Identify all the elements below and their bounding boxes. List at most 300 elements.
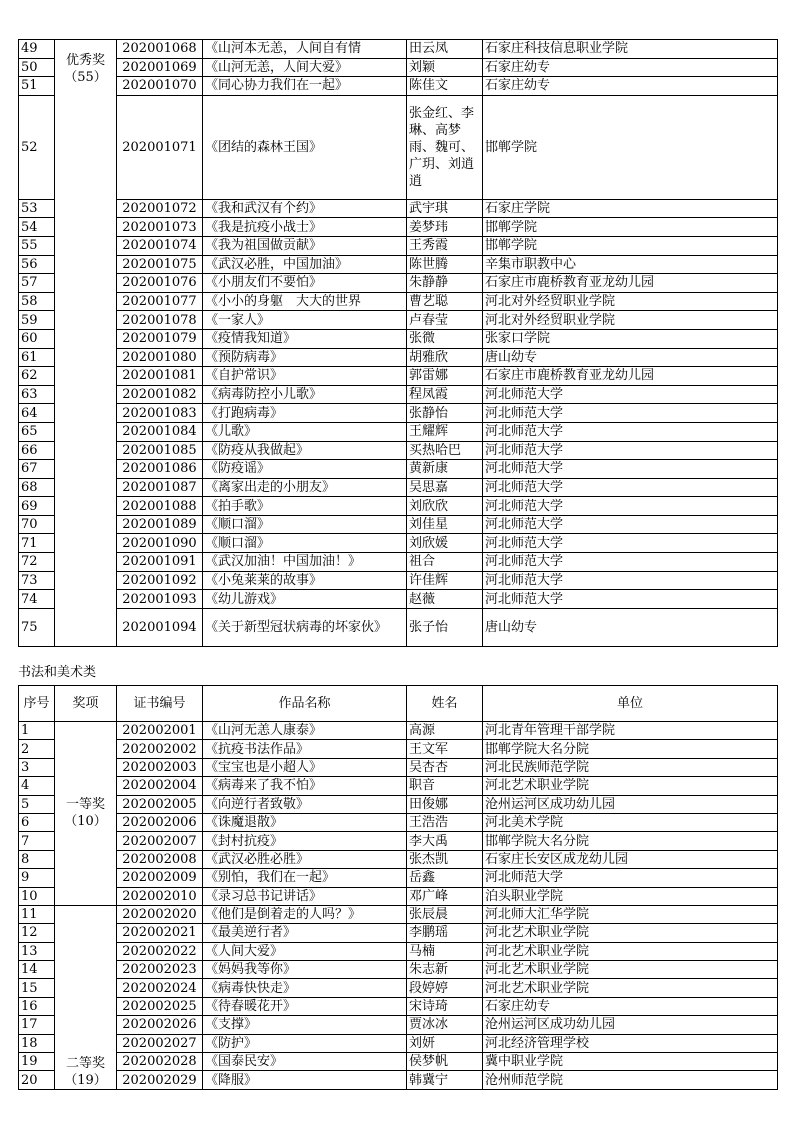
work-title: 《武汉必胜，中国加油》 — [203, 255, 407, 274]
person-name: 马楠 — [407, 942, 483, 960]
work-title: 《防疫谣》 — [203, 460, 407, 479]
certificate-id: 202001088 — [117, 497, 203, 516]
person-name: 郭雷娜 — [407, 367, 483, 386]
row-number: 17 — [19, 1016, 55, 1034]
unit-name: 河北师范大学 — [483, 478, 778, 497]
table-row — [19, 608, 778, 646]
row-number: 59 — [19, 311, 55, 330]
certificate-id: 202002006 — [117, 813, 203, 831]
person-name: 朱静静 — [407, 274, 483, 293]
unit-name: 河北艺术职业学院 — [483, 942, 778, 960]
row-number: 60 — [19, 329, 55, 348]
row-number: 12 — [19, 924, 55, 942]
certificate-id: 202002025 — [117, 997, 203, 1015]
person-name: 李大禹 — [407, 832, 483, 850]
unit-name: 唐山幼专 — [483, 608, 778, 646]
unit-name: 河北师范大学 — [483, 441, 778, 460]
person-name: 程凤霞 — [407, 385, 483, 404]
unit-name: 邯郸学院 — [483, 95, 778, 199]
table-row — [19, 1016, 778, 1034]
person-name: 段婷婷 — [407, 979, 483, 997]
unit-name: 泊头职业学院 — [483, 887, 778, 905]
row-number: 69 — [19, 497, 55, 516]
person-name: 张微 — [407, 329, 483, 348]
table-row — [19, 887, 778, 905]
certificate-id: 202002007 — [117, 832, 203, 850]
unit-name: 河北艺术职业学院 — [483, 924, 778, 942]
person-name: 王浩浩 — [407, 813, 483, 831]
row-number: 55 — [19, 236, 55, 255]
table-row — [19, 40, 778, 59]
certificate-id: 202002003 — [117, 758, 203, 776]
row-number: 68 — [19, 478, 55, 497]
table-row — [19, 590, 778, 609]
header-id: 证书编号 — [117, 686, 203, 722]
work-title: 《关于新型冠状病毒的坏家伙》 — [203, 608, 407, 646]
row-number: 74 — [19, 590, 55, 609]
unit-name: 河北美术学院 — [483, 813, 778, 831]
unit-name: 河北师范大学 — [483, 553, 778, 572]
work-title: 《武汉加油！中国加油！》 — [203, 553, 407, 572]
table-row — [19, 850, 778, 868]
certificate-id: 202002022 — [117, 942, 203, 960]
award-count: （55） — [64, 70, 107, 85]
work-title: 《儿歌》 — [203, 422, 407, 441]
certificate-id: 202001068 — [117, 40, 203, 59]
certificate-id: 202002008 — [117, 850, 203, 868]
work-title: 《小小的身躯 大大的世界 — [203, 292, 407, 311]
certificate-id: 202001084 — [117, 422, 203, 441]
certificate-id: 202001091 — [117, 553, 203, 572]
certificate-id: 202001087 — [117, 478, 203, 497]
person-name: 卢春莹 — [407, 311, 483, 330]
work-title: 《他们是倒着走的人吗？》 — [203, 905, 407, 923]
certificate-id: 202001074 — [117, 236, 203, 255]
person-name: 岳鑫 — [407, 869, 483, 887]
unit-name: 河北师范大学 — [483, 497, 778, 516]
work-title: 《支撑》 — [203, 1016, 407, 1034]
work-title: 《一家人》 — [203, 311, 407, 330]
person-name: 吴杏杏 — [407, 758, 483, 776]
calligraphy-art-table — [18, 685, 778, 1090]
unit-name: 河北师范大学 — [483, 534, 778, 553]
unit-name: 河北师范大学 — [483, 404, 778, 423]
calligraphy-art-table-body — [19, 722, 778, 1090]
row-number: 49 — [19, 40, 55, 59]
table-row — [19, 497, 778, 516]
unit-name: 河北师范大学 — [483, 515, 778, 534]
certificate-id: 202002002 — [117, 740, 203, 758]
work-title: 《同心协力我们在一起》 — [203, 77, 407, 96]
person-name: 高源 — [407, 722, 483, 740]
unit-name: 邯郸学院大名分院 — [483, 832, 778, 850]
table-row — [19, 199, 778, 218]
person-name: 田云凤 — [407, 40, 483, 59]
row-number: 66 — [19, 441, 55, 460]
award-group-cell — [55, 40, 117, 647]
table-row — [19, 979, 778, 997]
certificate-id: 202001092 — [117, 571, 203, 590]
person-name: 邓广峰 — [407, 887, 483, 905]
row-number: 15 — [19, 979, 55, 997]
person-name: 刘欣媛 — [407, 534, 483, 553]
person-name: 胡雅欣 — [407, 348, 483, 367]
person-name: 刘颖 — [407, 58, 483, 77]
row-number: 14 — [19, 961, 55, 979]
person-name: 王秀霞 — [407, 236, 483, 255]
table-row — [19, 553, 778, 572]
person-name: 朱志新 — [407, 961, 483, 979]
row-number: 11 — [19, 905, 55, 923]
table-row — [19, 329, 778, 348]
table-row — [19, 404, 778, 423]
work-title: 《山河无恙人康泰》 — [203, 722, 407, 740]
person-name: 张辰晨 — [407, 905, 483, 923]
table-row — [19, 571, 778, 590]
work-title: 《诛魔退散》 — [203, 813, 407, 831]
table-row — [19, 534, 778, 553]
table-header-row — [19, 686, 778, 722]
work-title: 《山河本无恙，人间自有情 — [203, 40, 407, 59]
certificate-id: 202002010 — [117, 887, 203, 905]
row-number: 3 — [19, 758, 55, 776]
award-count: （10） — [64, 814, 107, 830]
table-row — [19, 311, 778, 330]
work-title: 《封村抗疫》 — [203, 832, 407, 850]
table-row — [19, 869, 778, 887]
unit-name: 河北艺术职业学院 — [483, 961, 778, 979]
work-title: 《我是抗疫小战士》 — [203, 218, 407, 237]
unit-name: 石家庄市鹿桥教育亚龙幼儿园 — [483, 274, 778, 293]
work-title: 《病毒快快走》 — [203, 979, 407, 997]
person-name: 武宇琪 — [407, 199, 483, 218]
certificate-id: 202001076 — [117, 274, 203, 293]
person-name: 张杰凯 — [407, 850, 483, 868]
unit-name: 河北师范大学 — [483, 571, 778, 590]
person-name: 贾冰冰 — [407, 1016, 483, 1034]
person-name: 张静怡 — [407, 404, 483, 423]
work-title: 《武汉必胜必胜》 — [203, 850, 407, 868]
row-number: 73 — [19, 571, 55, 590]
person-name: 陈世腾 — [407, 255, 483, 274]
row-number: 18 — [19, 1034, 55, 1052]
unit-name: 张家口学院 — [483, 329, 778, 348]
row-number: 71 — [19, 534, 55, 553]
table-row — [19, 460, 778, 479]
work-title: 《山河无恙，人间大爱》 — [203, 58, 407, 77]
row-number: 70 — [19, 515, 55, 534]
certificate-id: 202001081 — [117, 367, 203, 386]
certificate-id: 202002020 — [117, 905, 203, 923]
row-number: 53 — [19, 199, 55, 218]
certificate-id: 202001073 — [117, 218, 203, 237]
work-title: 《向逆行者致敬》 — [203, 795, 407, 813]
table-row — [19, 385, 778, 404]
certificate-id: 202001078 — [117, 311, 203, 330]
work-title: 《录习总书记讲话》 — [203, 887, 407, 905]
certificate-id: 202001090 — [117, 534, 203, 553]
certificate-id: 202002009 — [117, 869, 203, 887]
table-row — [19, 905, 778, 923]
work-title: 《小朋友们不要怕》 — [203, 274, 407, 293]
person-name: 张金红、李琳、高梦雨、魏可、广玥、刘逍逍 — [407, 95, 483, 199]
person-name: 职音 — [407, 777, 483, 795]
certificate-id: 202002029 — [117, 1071, 203, 1089]
unit-name: 冀中职业学院 — [483, 1053, 778, 1071]
certificate-id: 202001094 — [117, 608, 203, 646]
person-name: 宋诗琦 — [407, 997, 483, 1015]
row-number: 61 — [19, 348, 55, 367]
unit-name: 河北艺术职业学院 — [483, 979, 778, 997]
certificate-id: 202001071 — [117, 95, 203, 199]
person-name: 刘佳星 — [407, 515, 483, 534]
row-number: 1 — [19, 722, 55, 740]
work-title: 《宝宝也是小超人》 — [203, 758, 407, 776]
unit-name: 河北师范大学 — [483, 590, 778, 609]
unit-name: 河北经济管理学校 — [483, 1034, 778, 1052]
work-title: 《病毒防控小儿歌》 — [203, 385, 407, 404]
certificate-id: 202001069 — [117, 58, 203, 77]
header-award: 奖项 — [55, 686, 117, 722]
unit-name: 石家庄市鹿桥教育亚龙幼儿园 — [483, 367, 778, 386]
certificate-id: 202002027 — [117, 1034, 203, 1052]
person-name: 王文军 — [407, 740, 483, 758]
work-title: 《顺口溜》 — [203, 515, 407, 534]
table-row — [19, 997, 778, 1015]
person-name: 李鹏瑶 — [407, 924, 483, 942]
unit-name: 唐山幼专 — [483, 348, 778, 367]
table-row — [19, 478, 778, 497]
table-row — [19, 58, 778, 77]
work-title: 《防护》 — [203, 1034, 407, 1052]
row-number: 9 — [19, 869, 55, 887]
award-count: （19） — [64, 1072, 107, 1088]
certificate-id: 202002004 — [117, 777, 203, 795]
work-title: 《抗疫书法作品》 — [203, 740, 407, 758]
row-number: 54 — [19, 218, 55, 237]
work-title: 《别怕，我们在一起》 — [203, 869, 407, 887]
row-number: 13 — [19, 942, 55, 960]
certificate-id: 202001086 — [117, 460, 203, 479]
work-title: 《小兔莱莱的故事》 — [203, 571, 407, 590]
unit-name: 石家庄幼专 — [483, 77, 778, 96]
person-name: 韩冀宁 — [407, 1071, 483, 1089]
unit-name: 石家庄幼专 — [483, 997, 778, 1015]
person-name: 刘妍 — [407, 1034, 483, 1052]
work-title: 《降服》 — [203, 1071, 407, 1089]
table-row — [19, 274, 778, 293]
header-title: 作品名称 — [203, 686, 407, 722]
awards-table-part1-body — [19, 40, 778, 647]
work-title: 《疫情我知道》 — [203, 329, 407, 348]
certificate-id: 202001083 — [117, 404, 203, 423]
certificate-id: 202002021 — [117, 924, 203, 942]
row-number: 7 — [19, 832, 55, 850]
unit-name: 河北师范大学 — [483, 422, 778, 441]
person-name: 赵薇 — [407, 590, 483, 609]
unit-name: 辛集市职教中心 — [483, 255, 778, 274]
row-number: 62 — [19, 367, 55, 386]
person-name: 张子怡 — [407, 608, 483, 646]
table-row — [19, 722, 778, 740]
header-no: 序号 — [19, 686, 55, 722]
work-title: 《我为祖国做贡献》 — [203, 236, 407, 255]
person-name: 侯梦帆 — [407, 1053, 483, 1071]
work-title: 《预防病毒》 — [203, 348, 407, 367]
table-row — [19, 777, 778, 795]
certificate-id: 202002023 — [117, 961, 203, 979]
certificate-id: 202002024 — [117, 979, 203, 997]
table-row — [19, 813, 778, 831]
table-row — [19, 961, 778, 979]
row-number: 63 — [19, 385, 55, 404]
row-number: 10 — [19, 887, 55, 905]
row-number: 50 — [19, 58, 55, 77]
unit-name: 邯郸学院 — [483, 218, 778, 237]
work-title: 《最美逆行者》 — [203, 924, 407, 942]
row-number: 57 — [19, 274, 55, 293]
unit-name: 沧州运河区成功幼儿园 — [483, 1016, 778, 1034]
unit-name: 石家庄幼专 — [483, 58, 778, 77]
row-number: 56 — [19, 255, 55, 274]
award-group-cell — [55, 905, 117, 1089]
person-name: 买热哈巴 — [407, 441, 483, 460]
certificate-id: 202001079 — [117, 329, 203, 348]
row-number: 5 — [19, 795, 55, 813]
person-name: 曹艺聪 — [407, 292, 483, 311]
certificate-id: 202001080 — [117, 348, 203, 367]
row-number: 20 — [19, 1071, 55, 1089]
header-name: 姓名 — [407, 686, 483, 722]
table-row — [19, 95, 778, 199]
work-title: 《拍手歌》 — [203, 497, 407, 516]
table-row — [19, 77, 778, 96]
work-title: 《自护常识》 — [203, 367, 407, 386]
work-title: 《人间大爱》 — [203, 942, 407, 960]
certificate-id: 202002005 — [117, 795, 203, 813]
certificate-id: 202001070 — [117, 77, 203, 96]
work-title: 《团结的森林王国》 — [203, 95, 407, 199]
row-number: 4 — [19, 777, 55, 795]
person-name: 陈佳文 — [407, 77, 483, 96]
unit-name: 河北青年管理干部学院 — [483, 722, 778, 740]
unit-name: 石家庄学院 — [483, 199, 778, 218]
unit-name: 河北民族师范学院 — [483, 758, 778, 776]
person-name: 许佳辉 — [407, 571, 483, 590]
unit-name: 河北师范大学 — [483, 460, 778, 479]
work-title: 《顺口溜》 — [203, 534, 407, 553]
certificate-id: 202001082 — [117, 385, 203, 404]
person-name: 黄新康 — [407, 460, 483, 479]
row-number: 8 — [19, 850, 55, 868]
work-title: 《病毒来了我不怕》 — [203, 777, 407, 795]
row-number: 51 — [19, 77, 55, 96]
unit-name: 邯郸学院 — [483, 236, 778, 255]
row-number: 65 — [19, 422, 55, 441]
unit-name: 邯郸学院大名分院 — [483, 740, 778, 758]
certificate-id: 202001072 — [117, 199, 203, 218]
unit-name: 河北对外经贸职业学院 — [483, 292, 778, 311]
person-name: 姜梦玮 — [407, 218, 483, 237]
row-number: 75 — [19, 608, 55, 646]
work-title: 《待春暖花开》 — [203, 997, 407, 1015]
work-title: 《打跑病毒》 — [203, 404, 407, 423]
table-row — [19, 740, 778, 758]
row-number: 19 — [19, 1053, 55, 1071]
awards-table-part1 — [18, 39, 778, 647]
table-row — [19, 255, 778, 274]
table-row — [19, 1053, 778, 1071]
table-row — [19, 218, 778, 237]
table-row — [19, 1071, 778, 1089]
work-title: 《离家出走的小朋友》 — [203, 478, 407, 497]
award-label: 一等奖 — [65, 797, 105, 813]
work-title: 《国泰民安》 — [203, 1053, 407, 1071]
row-number: 72 — [19, 553, 55, 572]
row-number: 6 — [19, 813, 55, 831]
work-title: 《我和武汉有个约》 — [203, 199, 407, 218]
section-title: 书法和美术类 — [18, 665, 97, 680]
header-unit: 单位 — [483, 686, 778, 722]
award-label: 优秀奖 — [65, 53, 105, 68]
certificate-id: 202002026 — [117, 1016, 203, 1034]
unit-name: 河北对外经贸职业学院 — [483, 311, 778, 330]
table-row — [19, 348, 778, 367]
certificate-id: 202002001 — [117, 722, 203, 740]
certificate-id: 202002028 — [117, 1053, 203, 1071]
award-group-cell — [55, 722, 117, 906]
table-row — [19, 795, 778, 813]
row-number: 67 — [19, 460, 55, 479]
certificate-id: 202001075 — [117, 255, 203, 274]
table-row — [19, 832, 778, 850]
table-row — [19, 758, 778, 776]
row-number: 64 — [19, 404, 55, 423]
award-label: 二等奖 — [65, 1055, 105, 1071]
table-row — [19, 441, 778, 460]
table-row — [19, 236, 778, 255]
unit-name: 河北师范大学 — [483, 869, 778, 887]
certificate-id: 202001089 — [117, 515, 203, 534]
table-row — [19, 1034, 778, 1052]
unit-name: 沧州师范学院 — [483, 1071, 778, 1089]
table-row — [19, 924, 778, 942]
unit-name: 沧州运河区成功幼儿园 — [483, 795, 778, 813]
row-number: 52 — [19, 95, 55, 199]
person-name: 祖合 — [407, 553, 483, 572]
certificate-id: 202001077 — [117, 292, 203, 311]
unit-name: 石家庄科技信息职业学院 — [483, 40, 778, 59]
unit-name: 石家庄长安区成龙幼儿园 — [483, 850, 778, 868]
unit-name: 河北艺术职业学院 — [483, 777, 778, 795]
person-name: 吴思嘉 — [407, 478, 483, 497]
table-row — [19, 942, 778, 960]
unit-name: 河北师大汇华学院 — [483, 905, 778, 923]
person-name: 田俊娜 — [407, 795, 483, 813]
table-row — [19, 515, 778, 534]
row-number: 16 — [19, 997, 55, 1015]
row-number: 58 — [19, 292, 55, 311]
certificate-id: 202001093 — [117, 590, 203, 609]
work-title: 《幼儿游戏》 — [203, 590, 407, 609]
work-title: 《防疫从我做起》 — [203, 441, 407, 460]
certificate-id: 202001085 — [117, 441, 203, 460]
person-name: 王耀辉 — [407, 422, 483, 441]
table-row — [19, 422, 778, 441]
table-row — [19, 292, 778, 311]
table-row — [19, 367, 778, 386]
person-name: 刘欣欣 — [407, 497, 483, 516]
